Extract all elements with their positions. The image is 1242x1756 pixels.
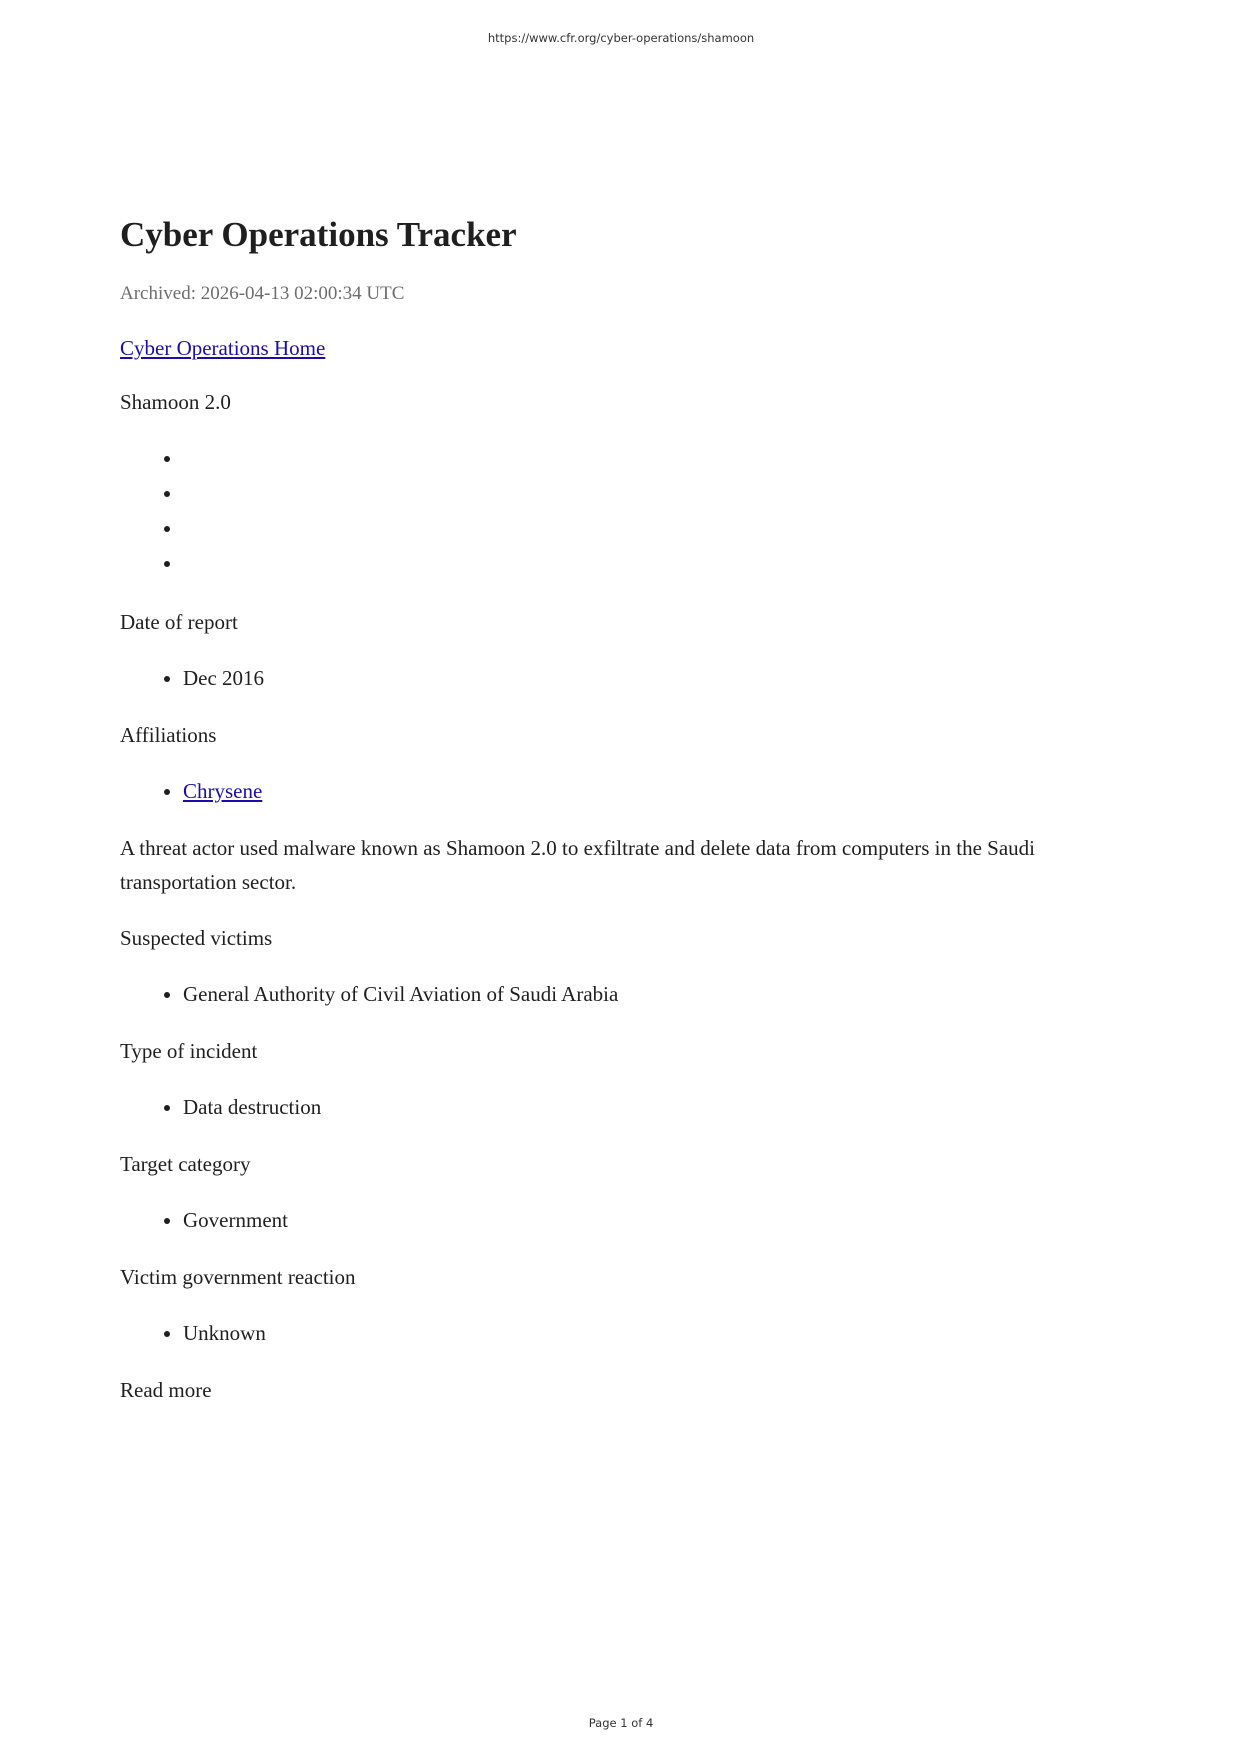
empty-list-item — [183, 511, 1120, 546]
article-content — [120, 213, 1120, 1407]
suspected-victims-heading: Suspected victims — [120, 926, 273, 950]
page-url-header: https://www.cfr.org/cyber-operations/shamoon — [487, 31, 755, 45]
type-of-incident-value: • Data destruction — [183, 1090, 1120, 1125]
target-category-heading: Target category — [120, 1152, 251, 1176]
victim-government-reaction-value: • Unknown — [183, 1316, 1120, 1351]
empty-bullet-list — [120, 441, 1120, 581]
victim-government-reaction-list — [120, 1316, 1120, 1351]
target-category-list — [120, 1203, 1120, 1238]
affiliations-list — [120, 774, 1120, 809]
archived-timestamp: Archived: 2026-04-13 02:00:34 UTC — [120, 283, 405, 304]
victim-government-reaction-heading: Victim government reaction — [120, 1265, 356, 1289]
operation-description: A threat actor used malware known as Shamoon 2.0 to exfiltrate and delete data from computers in the Saudi transportation sector. — [120, 836, 1035, 894]
type-of-incident-heading: Type of incident — [120, 1039, 258, 1063]
suspected-victim-value: • General Authority of Civil Aviation of Saudi Arabia — [183, 977, 1120, 1012]
empty-list-item — [183, 476, 1120, 511]
date-of-report-list — [120, 661, 1120, 696]
page-title: Cyber Operations Tracker — [120, 215, 517, 254]
suspected-victims-list — [120, 977, 1120, 1012]
empty-list-item — [183, 546, 1120, 581]
date-of-report-value: • Dec 2016 — [183, 661, 1120, 696]
type-of-incident-list — [120, 1090, 1120, 1125]
date-of-report-heading: Date of report — [120, 610, 238, 634]
affiliation-item — [183, 774, 1120, 809]
cyber-operations-home-link[interactable]: Cyber Operations Home — [120, 336, 326, 360]
page-number: Page 1 of 4 — [588, 1716, 654, 1730]
affiliations-heading: Affiliations — [120, 723, 217, 747]
read-more-text: Read more — [120, 1378, 212, 1402]
operation-name: Shamoon 2.0 — [120, 390, 231, 414]
chrysene-link[interactable]: Chrysene — [183, 779, 263, 803]
target-category-value: • Government — [183, 1203, 1120, 1238]
empty-list-item — [183, 441, 1120, 476]
